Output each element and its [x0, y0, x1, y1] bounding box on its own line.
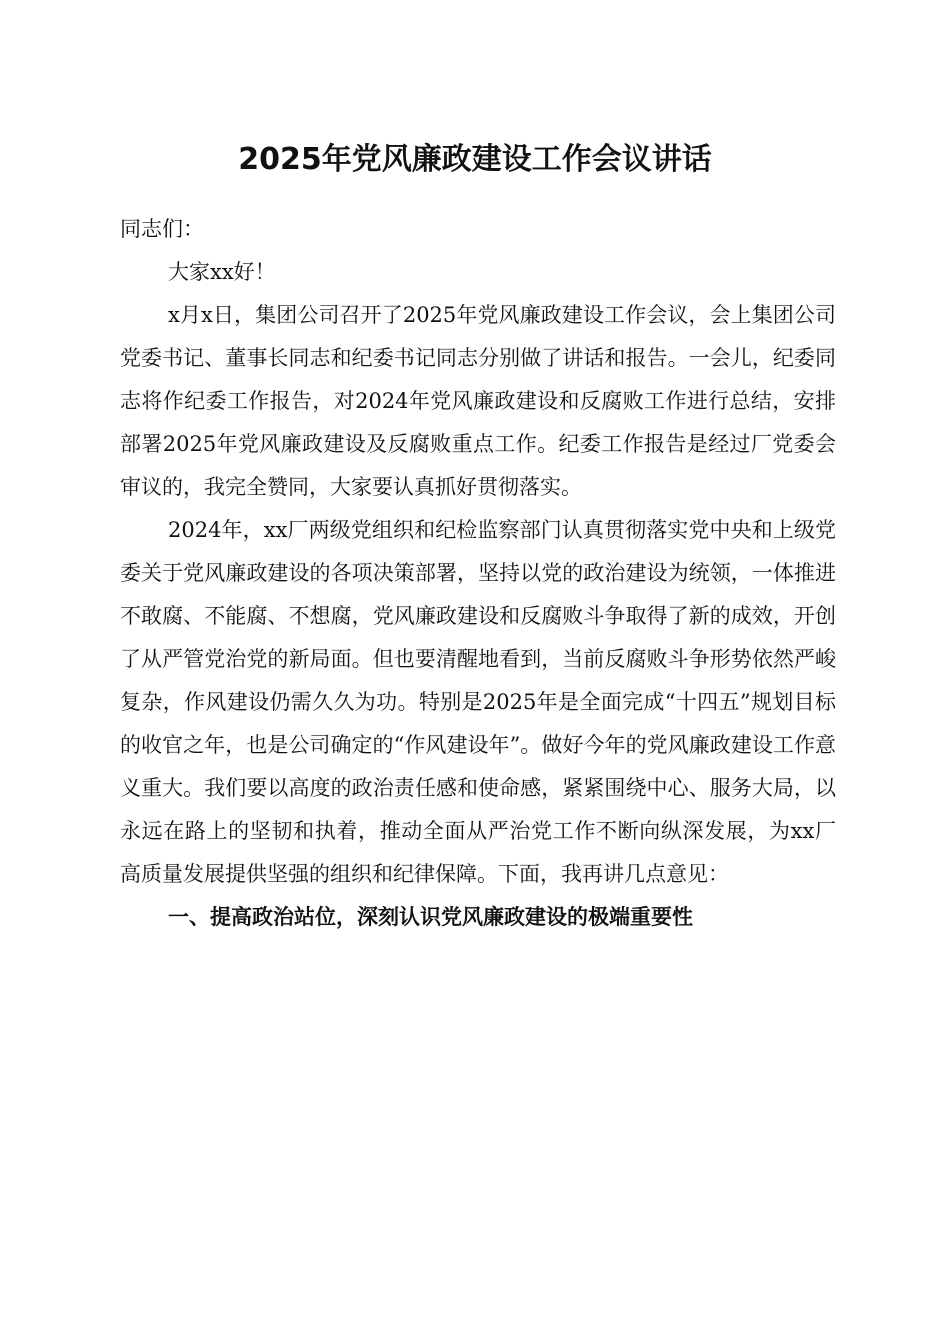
document-body	[120, 208, 836, 939]
document-title: 2025年党风廉政建设工作会议讲话	[238, 142, 712, 177]
paragraph-1: x月x日，集团公司召开了2025年党风廉政建设工作会议，会上集团公司党委书记、董事长同志和纪委书记同志分别做了讲话和报告。一会儿，纪委同志将作纪委工作报告，对2024年党风廉政建设和反腐败工作进行总结，安排部署2025年党风廉政建设及反腐败重点工作。纪委工作报告是经过厂党委会审议的，我完全赞同，大家要认真抓好贯彻落实。	[120, 303, 836, 499]
section-heading: 一、提高政治站位，深刻认识党风廉政建设的极端重要性	[168, 905, 693, 929]
salutation: 同志们：	[120, 217, 204, 241]
greeting: 大家xx好！	[168, 260, 276, 284]
paragraph-2: 2024年，xx厂两级党组织和纪检监察部门认真贯彻落实党中央和上级党委关于党风廉政建设的各项决策部署，坚持以党的政治建设为统领，一体推进不敢腐、不能腐、不想腐，党风廉政建设和反腐败斗争取得了新的成效，开创了从严管党治党的新局面。但也要清醒地看到，当前反腐败斗争形势依然严峻复杂，作风建设仍需久久为功。特别是2025年是全面完成“十四五”规划目标的收官之年，也是公司确定的“作风建设年”。做好今年的党风廉政建设工作意义重大。我们要以高度的政治责任感和使命感，紧紧围绕中心、服务大局，以永远在路上的坚韧和执着，推动全面从严治党工作不断向纵深发展，为xx厂高质量发展提供坚强的组织和纪律保障。下面，我再讲几点意见：	[120, 518, 836, 886]
